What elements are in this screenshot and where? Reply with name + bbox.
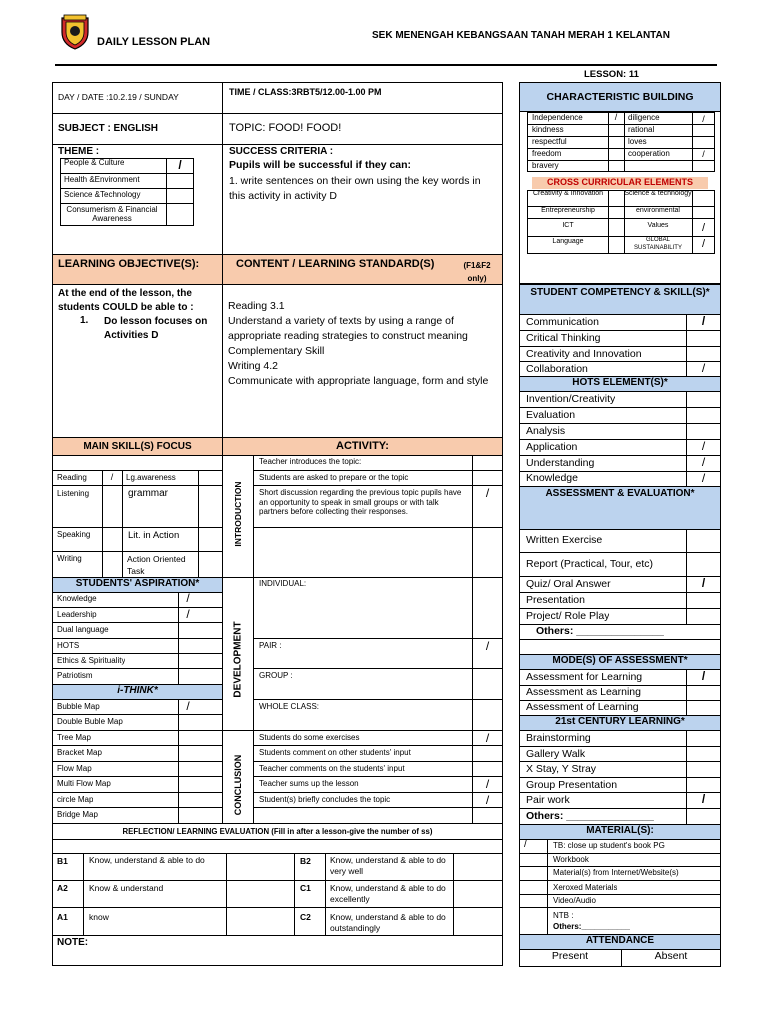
ithink-item: Bracket Map [57,748,102,757]
characteristic-header: CHARACTERISTIC BUILDING [546,91,694,103]
assessment-item: Project/ Role Play [526,610,610,622]
competency-header: STUDENT COMPETENCY & SKILL(S)* [530,287,710,298]
activity-conclusion-step: Teacher comments on the students' input [259,764,405,773]
theme-item: Science &Technology [64,190,141,199]
character-mark: / [702,149,705,159]
cross-item: Entrepreneurship [541,207,595,214]
activity-conclusion-mark: / [485,731,490,745]
aspiration-item: Patriotism [57,671,93,680]
reflection-desc: Know & understand [89,883,164,893]
hots-mark: / [701,455,706,469]
standard-line: Communicate with appropriate language, form and style [228,375,489,387]
cross-item: Science & technology [624,190,692,197]
century-item: Pair work [526,794,570,806]
attendance-present: Present [551,950,589,962]
lo-intro: At the end of the lesson, the students COULD be able to : [58,288,194,313]
skill-other: Lg.awareness [126,473,176,482]
hots-item: Application [526,441,578,453]
activity-intro-mark: / [485,486,490,500]
assessment-item: Report (Practical, Tour, etc) [526,558,654,570]
success-text: 1. write sentences on their own using the key words in this activity in activity D [229,175,481,202]
activity-intro-step: Teacher introduces the topic: [259,457,362,466]
cross-curricular-header: CROSS CURRICULAR ELEMENTS [546,177,693,187]
assessment-item: Quiz/ Oral Answer [526,578,611,590]
aspiration-header: STUDENTS' ASPIRATION* [75,578,200,589]
ithink-item: circle Map [57,795,94,804]
material-item: TB: close up student's book PG [553,841,665,850]
character-mark: / [702,114,705,124]
aspiration-item: Ethics & Spirituality [57,656,126,665]
century-others: Others: _______________ [526,810,654,822]
material-mark: / [524,839,527,850]
skill-other: Action Oriented Task [127,554,186,576]
skill-other: Lit. in Action [128,530,180,541]
character-item: respectful [532,137,567,146]
character-item: diligence [628,113,660,122]
assessment-others: Others: _______________ [536,625,664,637]
ithink-item: Bubble Map [57,702,100,711]
learning-standards-suffix: (F1&F2 only) [463,261,491,283]
topic: TOPIC: FOOD! FOOD! [229,122,342,134]
materials-header: MATERIAL(S): [586,825,654,836]
page-title: DAILY LESSON PLAN [97,36,211,48]
reflection-desc: Know, understand & able to do [89,855,205,865]
ithink-item: Multi Flow Map [57,779,111,788]
assessment-item: Presentation [526,594,585,606]
activity-conclusion-mark: / [485,777,490,791]
lesson-number: LESSON: 11 [584,69,639,80]
competency-mark: / [701,314,706,328]
character-item: cooperation [628,149,670,158]
hots-mark: / [701,471,706,485]
skill-label: Listening [57,489,90,498]
hots-header: HOTS ELEMENT(S)* [572,377,668,388]
competency-item: Creativity and Innovation [526,348,642,360]
reflection-code: B1 [57,856,68,866]
activity-conclusion-mark: / [485,793,490,807]
competency-item: Critical Thinking [526,332,601,344]
school-logo-icon [58,14,92,50]
competency-mark: / [701,361,706,375]
lo-item: Do lesson focuses on Activities D [104,316,208,341]
standard-line: Writing 4.2 [228,360,278,372]
aspiration-mark: / [186,591,190,605]
hots-item: Analysis [526,425,566,437]
hots-mark: / [701,439,706,453]
note-label: NOTE: [57,937,89,948]
theme-item: Health &Environment [64,175,140,184]
competency-item: Collaboration [526,363,588,375]
century-header: 21st CENTURY LEARNING* [555,716,685,727]
activity-conclusion-step: Students comment on other students' input [259,748,411,757]
attendance-absent: Absent [654,950,688,962]
activity-conclusion-step: Students do some exercises [259,733,360,742]
mode-item: Assessment for Learning [526,671,643,683]
hots-item: Evaluation [526,409,576,421]
character-item: kindness [532,125,564,134]
hots-item: Invention/Creativity [526,393,616,405]
standard-line: Understand a variety of texts by using a range of appropriate reading strategies to construct meaning [228,315,468,342]
reflection-code: A1 [57,912,68,922]
ithink-item: Tree Map [57,733,91,742]
reflection-code: C2 [300,912,311,922]
activity-conclusion-step: Teacher sums up the lesson [259,779,359,788]
learning-standards-header: CONTENT / LEARNING STANDARD(S) [236,258,435,270]
century-item: X Stay, Y Stray [526,763,597,775]
hots-item: Understanding [526,457,595,469]
character-item: bravery [532,161,559,170]
material-item: Xeroxed Materials [553,883,618,892]
hots-item: Knowledge [526,472,578,484]
development-label: DEVELOPMENT [232,621,244,698]
assessment-item: Written Exercise [526,534,603,546]
aspiration-item: Dual language [57,625,109,634]
ithink-item: Double Buble Map [57,717,123,726]
activity-intro-step: Students are asked to prepare or the topic [259,473,409,482]
theme-label: THEME : [58,146,100,157]
reflection-desc: know [89,912,109,922]
reflection-code: C1 [300,883,311,893]
competency-item: Communication [526,316,599,328]
mode-item: Assessment as Learning [526,686,641,698]
material-others: Others:___________ [553,922,631,931]
activity-intro-step: Short discussion regarding the previous topic pupils have an opportunity to speak in small groups or with talk partners before collecting their responses. [259,488,462,516]
character-mark: / [614,112,618,122]
learning-objectives-header: LEARNING OBJECTIVE(S): [58,258,200,270]
subject: SUBJECT : ENGLISH [58,123,159,134]
assessment-header: ASSESSMENT & EVALUATION* [545,488,695,499]
century-mark: / [701,792,706,806]
success-subtitle: Pupils will be successful if they can: [229,159,412,171]
success-title: SUCCESS CRITERIA : [229,146,334,157]
skill-mark: / [110,472,114,482]
activity-development-step: WHOLE CLASS: [259,702,320,711]
skill-label: Writing [57,554,82,563]
material-item: NTB : [553,911,574,920]
ithink-item: Flow Map [57,764,92,773]
assessment-mark: / [701,576,706,590]
cross-item: Values [647,222,669,229]
skill-other: grammar [128,488,169,499]
standard-line: Complementary Skill [228,345,325,357]
lo-item-number: 1. [80,315,89,326]
cross-item: Creativity & Innovation [532,190,604,197]
aspiration-item: Leadership [57,610,97,619]
attendance-header: ATTENDANCE [585,935,655,946]
character-item: loves [628,137,647,146]
conclusion-label: CONCLUSION [233,754,243,816]
modes-header: MODE(S) OF ASSESSMENT* [552,655,688,666]
theme-mark: / [178,158,182,172]
activity-header: ACTIVITY: [336,440,389,452]
century-item: Brainstorming [526,732,591,744]
activity-development-step: GROUP : [259,671,293,680]
ithink-mark: / [186,699,190,713]
activity-development-mark: / [485,639,490,653]
activity-development-step: PAIR : [259,641,282,650]
cross-item: ICT [562,222,574,229]
activity-conclusion-step: Student(s) briefly concludes the topic [259,795,391,804]
cross-item: environmental [636,207,680,214]
cross-mark: / [701,238,706,250]
reflection-code: B2 [300,856,311,866]
aspiration-item: Knowledge [57,594,97,603]
cross-item: Language [552,238,584,245]
activity-development-step: INDIVIDUAL: [259,579,307,588]
skill-label: Reading [57,473,87,482]
cross-mark: / [701,222,706,234]
time-class: TIME / CLASS:3RBT5/12.00-1.00 PM [229,87,382,97]
reflection-code: A2 [57,883,68,893]
introduction-label: INTRODUCTION [233,481,243,547]
reflection-desc: Know, understand & able to do excellently [330,883,446,904]
century-item: Group Presentation [526,779,618,791]
skill-label: Speaking [57,530,91,539]
material-item: Video/Audio [553,896,596,905]
mode-mark: / [701,669,706,683]
character-item: rational [628,125,655,134]
reflection-header: REFLECTION/ LEARNING EVALUATION (Fill in after a lesson-give the number of ss) [122,827,433,836]
ithink-header: i-THINK* [117,685,158,696]
ithink-item: Bridge Map [57,810,98,819]
century-item: Gallery Walk [526,748,586,760]
theme-item: People & Culture [64,158,125,167]
reflection-desc: Know, understand & able to do outstandingly [330,912,446,933]
header-divider [55,64,717,66]
day-date: DAY / DATE :10.2.19 / SUNDAY [58,92,179,102]
reflection-desc: Know, understand & able to do very well [330,855,446,876]
aspiration-item: HOTS [57,641,80,650]
theme-item: Consumerism & Financial Awareness [66,205,158,223]
main-skills-header: MAIN SKILL(S) FOCUS [83,441,192,452]
material-item: Material(s) from Internet/Website(s) [553,868,679,877]
cross-item: GLOBAL SUSTAINABILITY [634,237,682,251]
school-name: SEK MENENGAH KEBANGSAAN TANAH MERAH 1 KELANTAN [372,30,670,41]
standard-line: Reading 3.1 [228,300,285,312]
aspiration-mark: / [186,607,190,621]
mode-item: Assessment of Learning [526,701,639,713]
character-item: Independence [532,113,583,122]
character-item: freedom [532,149,562,158]
material-item: Workbook [553,855,589,864]
standards-list [228,299,498,389]
